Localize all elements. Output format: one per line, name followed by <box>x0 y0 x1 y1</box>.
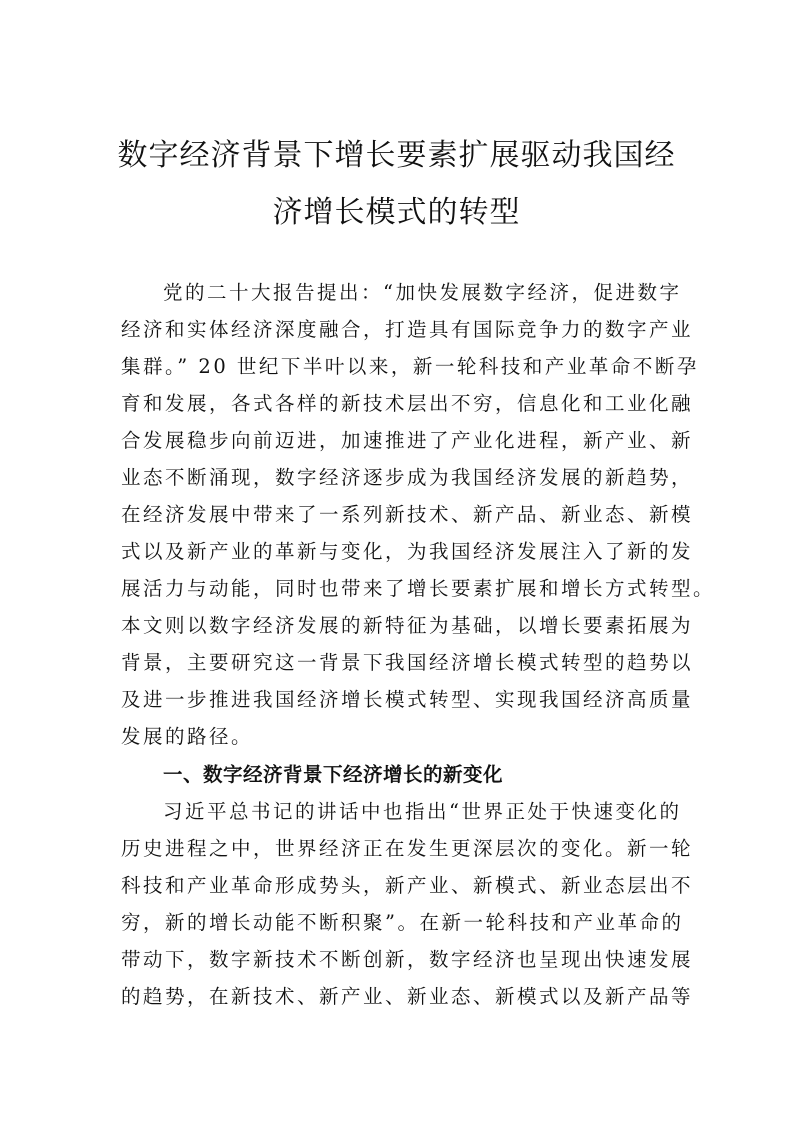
paragraph-line: 在经济发展中带来了一系列新技术、新产品、新业态、新模 <box>121 503 694 526</box>
paragraph-line: 背景，主要研究这一背景下我国经济增长模式转型的趋势以 <box>121 651 694 674</box>
document-title-line-2: 济增长模式的转型 <box>272 195 521 230</box>
paragraph-line: 党的二十大报告提出：“加快发展数字经济，促进数字 <box>163 281 682 304</box>
paragraph-line: 的趋势，在新技术、新产业、新业态、新模式以及新产品等 <box>121 985 694 1008</box>
paragraph-line: 展活力与动能，同时也带来了增长要素扩展和增长方式转型。 <box>121 577 716 600</box>
paragraph-line: 业态不断涌现，数字经济逐步成为我国经济发展的新趋势， <box>121 466 694 489</box>
paragraph-line: 科技和产业革命形成势头，新产业、新模式、新业态层出不 <box>121 874 694 897</box>
paragraph-line: 习近平总书记的讲话中也指出“世界正处于快速变化的 <box>163 800 682 823</box>
paragraph-line: 历史进程之中，世界经济正在发生更深层次的变化。新一轮 <box>121 837 694 860</box>
paragraph-line: 集群。” 20 世纪下半叶以来，新一轮科技和产业革命不断孕 <box>121 355 699 378</box>
document-title-line-1: 数字经济背景下增长要素扩展驱动我国经 <box>117 138 676 173</box>
paragraph-line: 发展的路径。 <box>121 725 254 748</box>
paragraph-line: 合发展稳步向前迈进，加速推进了产业化进程，新产业、新 <box>121 429 694 452</box>
section-heading: 一、数字经济背景下经济增长的新变化 <box>163 763 504 786</box>
paragraph-line: 穷，新的增长动能不断积聚”。在新一轮科技和产业革命的 <box>121 911 684 934</box>
paragraph-line: 式以及新产业的革新与变化，为我国经济发展注入了新的发 <box>121 540 694 563</box>
paragraph-line: 带动下，数字新技术不断创新，数字经济也呈现出快速发展 <box>121 948 694 971</box>
paragraph-line: 及进一步推进我国经济增长模式转型、实现我国经济高质量 <box>121 688 694 711</box>
paragraph-line: 育和发展，各式各样的新技术层出不穷，信息化和工业化融 <box>121 392 694 415</box>
paragraph-line: 经济和实体经济深度融合，打造具有国际竞争力的数字产业 <box>121 318 694 341</box>
paragraph-line: 本文则以数字经济发展的新特征为基础，以增长要素拓展为 <box>121 614 694 637</box>
